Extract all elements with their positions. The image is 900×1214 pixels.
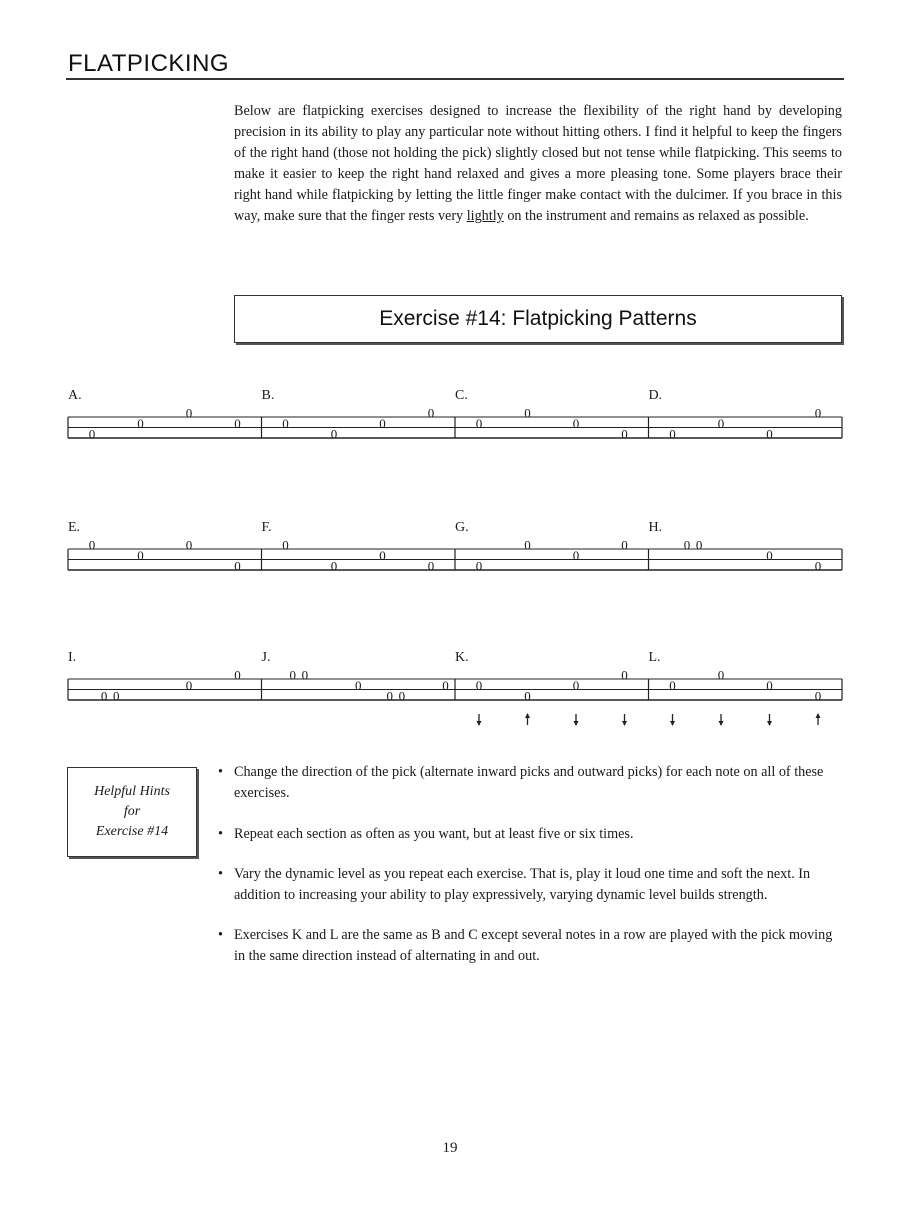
- tab-fret-number: 0: [572, 416, 580, 431]
- hint-item: [218, 824, 836, 845]
- hint-text: Repeat each section as often as you want, but at least five or six times.: [234, 826, 634, 842]
- measure-label: E.: [68, 520, 81, 535]
- measure-label: H.: [648, 520, 663, 535]
- pick-down-arrow-icon: [622, 714, 627, 726]
- pick-down-arrow-icon: [670, 714, 675, 726]
- title-rule: [66, 78, 844, 80]
- exercise-title: Exercise #14: Flatpicking Patterns: [379, 307, 697, 330]
- tab-fret-number: 0: [427, 405, 435, 421]
- tab-fret-number: 0: [185, 537, 193, 553]
- hint-text: Vary the dynamic level as you repeat each exercise. That is, play it loud one time and soft the next. In addition to increasing your ability to play expressively, varying dynamic level builds strength.: [234, 866, 811, 903]
- tab-fret-number: 0: [524, 688, 531, 704]
- tab-fret-number: 0: [234, 558, 241, 574]
- tab-staff-3: [0, 642, 900, 762]
- pick-down-arrow-icon: [719, 714, 724, 726]
- bullet-icon: •: [218, 826, 223, 842]
- pick-down-arrow-icon: [767, 714, 772, 726]
- helpful-hints-title: [77, 782, 187, 842]
- tab-fret-number: 0: [113, 688, 120, 704]
- tab-fret-number: 0: [137, 416, 144, 431]
- hint-item: [218, 762, 836, 804]
- tab-fret-number: 0: [398, 688, 406, 704]
- helpful-hints-box: [67, 767, 197, 857]
- hint-text: Change the direction of the pick (alternate inward picks and outward picks) for each note on all of these exercises.: [234, 764, 824, 801]
- tab-fret-number: 0: [621, 537, 628, 553]
- tab-fret-number: 0: [88, 426, 96, 442]
- hints-list: [218, 762, 836, 967]
- tab-fret-number: 0: [88, 537, 96, 553]
- tab-fret-number: 0: [185, 405, 193, 421]
- hint-item: [218, 864, 836, 906]
- tab-fret-number: 0: [717, 416, 725, 431]
- tab-fret-number: 0: [766, 426, 773, 442]
- tab-fret-number: 0: [234, 416, 241, 431]
- measure-label: C.: [455, 388, 468, 403]
- hints-title-line: Exercise #14: [95, 824, 169, 839]
- tab-fret-number: 0: [814, 405, 822, 421]
- tab-fret-number: 0: [814, 558, 822, 574]
- measure-label: J.: [261, 650, 271, 665]
- tab-fret-number: 0: [669, 426, 676, 442]
- tab-fret-number: 0: [814, 688, 822, 704]
- tab-fret-number: 0: [669, 678, 676, 693]
- bullet-icon: •: [218, 927, 223, 943]
- tab-fret-number: 0: [234, 667, 241, 683]
- tab-staff-2: [0, 512, 900, 632]
- tab-fret-number: 0: [137, 548, 144, 563]
- tab-fret-number: 0: [427, 558, 435, 574]
- tab-fret-number: 0: [621, 667, 628, 683]
- tab-fret-number: 0: [185, 678, 193, 693]
- hint-text: Exercises K and L are the same as B and C except several notes in a row are played with the pick moving in the same direction instead of alternating in and out.: [234, 927, 833, 964]
- tab-fret-number: 0: [524, 405, 531, 421]
- tab-fret-number: 0: [475, 678, 483, 693]
- pick-down-arrow-icon: [477, 714, 482, 726]
- measure-label: L.: [648, 650, 661, 665]
- intro-emphasis: lightly: [466, 208, 504, 224]
- tab-fret-number: 0: [717, 667, 725, 683]
- tab-fret-number: 0: [766, 678, 773, 693]
- pick-up-arrow-icon: [525, 713, 530, 725]
- tab-row-2: [0, 512, 900, 632]
- intro-text: Below are flatpicking exercises designed to increase the flexibility of the right hand by developing precision in its ability to play any particular note without hitting others. I find it helpful to keep the fingers of the right hand (those not holding the pick) slightly closed but not tense while flatpicking. This seems to make it easier to keep the right hand relaxed and gives a more pleasing tone. Some players brace their right hand while flatpicking by letting the little finger make contact with the dulcimer. If you brace in this way, make sure that the finger rests very: [234, 103, 842, 224]
- tab-fret-number: 0: [572, 678, 580, 693]
- tab-fret-number: 0: [695, 537, 703, 553]
- tab-fret-number: 0: [386, 688, 394, 704]
- tab-row-1: [0, 380, 900, 500]
- page-number: 19: [442, 1140, 458, 1156]
- tab-fret-number: 0: [355, 678, 362, 693]
- tab-fret-number: 0: [475, 416, 483, 431]
- section-title: FLATPICKING: [68, 50, 230, 77]
- measure-label: F.: [261, 520, 272, 535]
- tab-row-3: [0, 642, 900, 762]
- measure-label: B.: [261, 388, 275, 403]
- tab-fret-number: 0: [330, 426, 338, 442]
- exercise-title-box: [234, 295, 842, 343]
- tab-fret-number: 0: [282, 537, 289, 553]
- tab-fret-number: 0: [442, 678, 449, 693]
- tab-fret-number: 0: [572, 548, 580, 563]
- tab-fret-number: 0: [379, 548, 386, 563]
- tab-fret-number: 0: [301, 667, 309, 683]
- pick-down-arrow-icon: [574, 714, 579, 726]
- measure-label: G.: [455, 520, 469, 535]
- tab-fret-number: 0: [766, 548, 773, 563]
- tab-staff-1: [0, 380, 900, 500]
- tab-fret-number: 0: [100, 688, 108, 704]
- bullet-icon: •: [218, 764, 223, 780]
- measure-label: I.: [68, 650, 77, 665]
- intro-text-end: on the instrument and remains as relaxed as possible.: [503, 208, 809, 224]
- tab-fret-number: 0: [621, 426, 628, 442]
- hints-title-line: for: [123, 804, 141, 819]
- tab-fret-number: 0: [524, 537, 531, 553]
- measure-label: K.: [455, 650, 469, 665]
- hint-item: [218, 925, 836, 967]
- tab-fret-number: 0: [683, 537, 691, 553]
- pick-up-arrow-icon: [816, 713, 821, 725]
- tab-fret-number: 0: [475, 558, 483, 574]
- tab-fret-number: 0: [282, 416, 289, 431]
- bullet-icon: •: [218, 866, 223, 882]
- tab-fret-number: 0: [289, 667, 297, 683]
- hints-title-line: Helpful Hints: [94, 784, 170, 799]
- measure-label: D.: [648, 388, 663, 403]
- intro-paragraph: [234, 101, 842, 227]
- tab-fret-number: 0: [379, 416, 386, 431]
- measure-label: A.: [68, 388, 82, 403]
- tab-fret-number: 0: [330, 558, 338, 574]
